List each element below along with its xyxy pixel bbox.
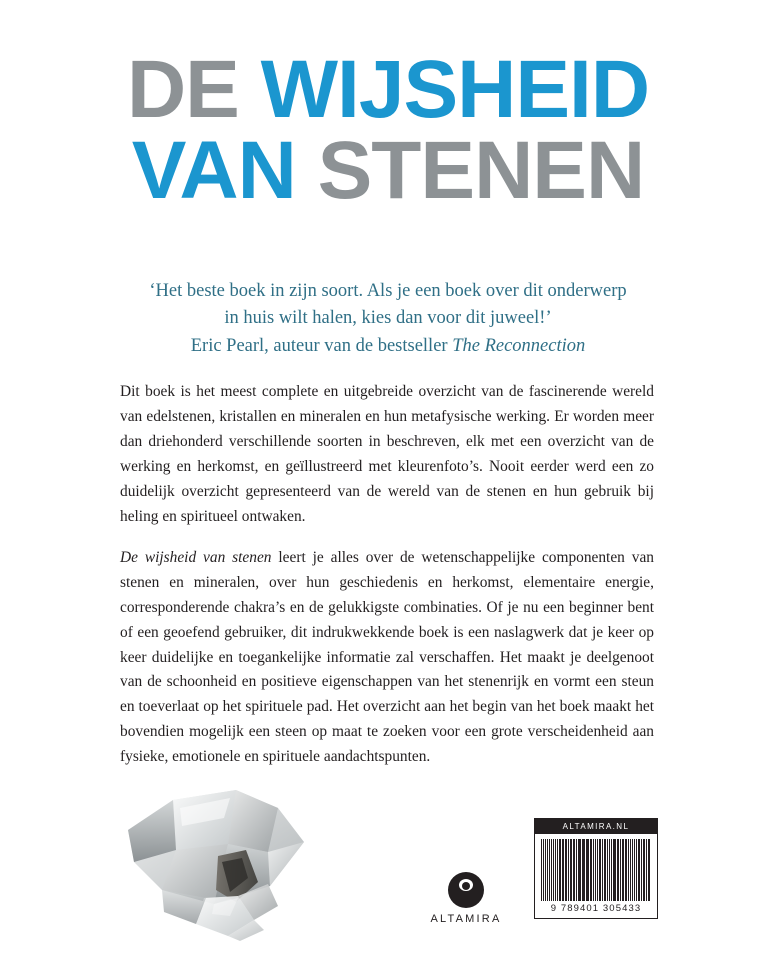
barcode-website-label: ALTAMIRA.NL: [535, 819, 657, 834]
quote-attribution: [88, 333, 688, 360]
publisher-logo: [418, 872, 514, 925]
review-quote: [88, 278, 688, 359]
isbn-number: 9 789401 305433: [550, 903, 642, 914]
quote-line-1: ‘Het beste boek in zijn soort. Als je een boek over dit onderwerp: [149, 281, 627, 301]
barcode-block: [534, 818, 658, 919]
description-book-title: De wijsheid van stenen: [120, 548, 272, 566]
description-paragraph-1: Dit boek is het meest complete en uitgebreide overzicht van de fascinerende wereld van edelstenen, kristallen en mineralen en hun metafysische werking. Er worden meer dan driehonderd verschillende soorten in beschreven, elk met een overzicht van de werking en herkomst, en geïllustreerd met kleurenfoto’s. Nooit eerder werd een zo duidelijk overzicht gepresenteerd van de wereld van de stenen en hun gebruik bij heling en spiritueel ontwaken.: [120, 383, 654, 525]
title-word-van: VAN: [131, 125, 296, 217]
barcode-icon: [541, 839, 651, 901]
back-cover-description: [120, 380, 654, 770]
publisher-name: ALTAMIRA: [430, 913, 502, 925]
description-paragraph-2-text: leert je alles over de wetenschappelijke componenten van stenen en mineralen, over hun geschiedenis en herkomst, elementaire energie, corresponderende chakra’s en de gelukkigste combinaties. Of je nu een beginner bent of een geoefend gebruiker, dit indrukwekkende boek is een naslagwerk dat je keer op keer duidelijke en toegankelijke informatie zal verschaffen. Het maakt je deelgenoot van de schoonheid en positieve eigenschappen van het stenenrijk en vormt een steun en toeverlaat op het spirituele pad. Het overzicht aan het begin van het boek maakt het bovendien mogelijk een steen op maat te zoeken voor een grote verscheidenheid aan fysieke, emotionele en spirituele aandachtspunten.: [120, 548, 654, 766]
description-paragraph-2: [120, 546, 654, 771]
altamira-eye-icon: [448, 872, 484, 908]
quote-attribution-title: The Reconnection: [452, 335, 586, 356]
quartz-crystal-photo: [118, 778, 333, 943]
quote-attribution-author: Eric Pearl, auteur van de bestseller: [190, 335, 453, 356]
title-word-stenen: STENEN: [317, 125, 645, 217]
book-title: [0, 44, 776, 217]
title-line-2: [0, 125, 776, 217]
quote-line-2: in huis wilt halen, kies dan voor dit juweel!’: [224, 307, 552, 328]
title-line-1: [0, 44, 776, 135]
title-word-wijsheid: WIJSHEID: [260, 44, 650, 135]
title-word-de: DE: [126, 44, 239, 135]
